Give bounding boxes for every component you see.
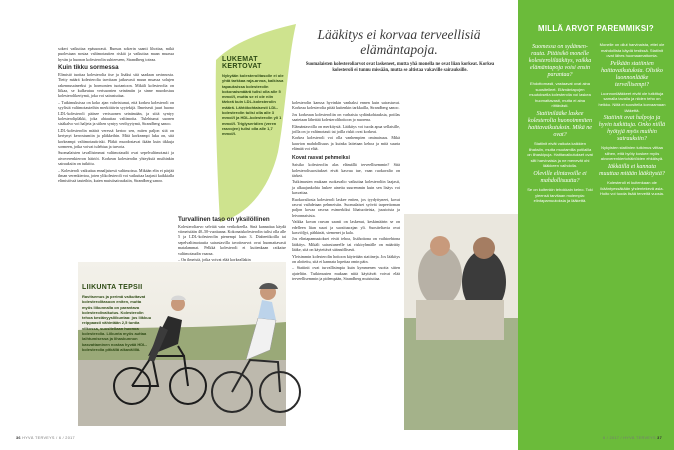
heading-tikku: Kuin tikku sormessa <box>58 64 119 72</box>
heading-rasvat: Kovat rasvat pehmeiksi <box>292 154 350 161</box>
kertovat-title: LUKEMAT KERTOVAT <box>222 56 262 70</box>
lead-paragraph: Suomalaisten kolesteroliarvot ovat laskeneet, mutta yhä monella ne ovat liian korkeat. Korkea kolesteroli ei tunnu missään, mutta se altistaa vakaville sairauksille. <box>305 62 495 73</box>
paragraph: kolesterolin kanssa hyvinkin vanhaksi ennen kuin sairastuvat. Korkeaa kolesterolia pitää kuitenkin tarkkailla, Strandberg sanoo. <box>292 100 400 111</box>
paragraph: Saisiko kolesterolin alas elämällä terveellisemmin? Sitä kolesterolisuositukset eivät kasvua tue, vaan ruokavalio on tärkeä. <box>292 162 400 178</box>
intro-paragraph: sokeri vaikuttaa epäsuorasti. Runsas sokerin saanti lihottaa, mikä puolestaan nostaa valtimotautien riskiä ja vaikuttaa maan muassa hyvän ja huonon kolesterolin suhteeseen, Strandberg toteaa. <box>58 46 174 62</box>
sidebar-question: Oleville elintavoille ei mahdollisuutta? <box>533 170 587 184</box>
paragraph: Tutkimusten mukaan ruokavalio vaikuttaa kolesteroliin laajasti, ja alkuajankohta laskee ainetta suuremmin kuin sen lisäys voi kasvattaa. <box>292 179 400 196</box>
sidebar-column-2 <box>598 42 666 199</box>
paragraph: – Tutkimuksissa on koko ajan vahvistunut, että korkea kolesteroli on syylisiä valtimotauteihin merkittävin syytekijä. Ilmeisesti juuri huono LDL-kolesteroli pääsee verisuonen seinämään, ja siitä syntyy kolesterolipläkki, joka ahtauttaa valtimoita. Tulehtunut suonen sisäkalvo voi haljeta ja siihen syntyy verihyytymä, Strandberg sanoo. <box>58 99 174 127</box>
liikunta-title: LIIKUNTA TEPSII <box>82 284 143 291</box>
paragraph: Suomalaisten tavallisimmat valtimotaudit ovat sepelvaltimotauti ja aivoverenkierron häiriöt. Korkean kolesterolin yhteyksiä muihinkin sairauksiin on tutkittu. <box>58 150 174 167</box>
left-page-number: 36 <box>16 436 21 440</box>
sidebar-question: Suomessa on sydämen-rauta. Pitäisikö monelle kolesterolilääkitys, vaikka elämäntapoja voisi ensin parantaa? <box>528 44 592 78</box>
right-folio-text: 6 / 2017 / HYVÄ TERVEYS <box>603 436 656 440</box>
paragraph: Kolesteroliarvo selviää vain verikokeella. Sinä kannattaa käydä viimeistään 40–50-vuotiaana. Kokonaiskolesterolin tulisi olla alle 5 ja LDL-kolesterolin pienempi kuin 3. Diabeetikoilla tai sepelvaltimotautia sairastavilla tavoitearvot ovat huomattavasti matalammat. Pelkkä kolesteroli ei kuitenkaan ratkaise valtimotaudin vaaraa. <box>178 223 286 256</box>
sidebar-panel <box>518 0 674 450</box>
paragraph: LDL-kolesterolin määrä veressä kertoo sen, miten paljon sitä on kertynyt kerrostumiin ja pläkkeihin. Mitä korkeampi luku on, sitä korkeampi valtimotautiriski. Pläkit muodostavat ikään kuin tikkuja sormeen, jotka voivat tulehtua ja turvota. <box>58 127 174 149</box>
sidebar-question: Statiinilääke laskee kolesterolia huonoimmiten haittavaikutuksin. Mikä ne ovat? <box>528 110 592 138</box>
sidebar-answer: Kolesteroli ei kuitenkaan ole ikääntyessäkään yhdentekevä asia. Hoito voi tuoda lisää terveitä vuosia. <box>599 179 665 197</box>
paragraph: Ruokavaliosta kolesteroli laskee eniten, jos tyydyttyneet, kovat rasvat vaihdetaan pehmeisiin. Suomalaiset syövät tarpeettoman paljon kovaa rasvaa esimerkiksi lihatuotteista, juustoista ja leivonnaisista. <box>292 196 400 218</box>
paragraph: Jos elintapamuutokset eivät tehoa, lisähoitona on vaihtoehtona lääkitys. Mikäli sairastuneelle tai riskiryhmälle on määrätty lääke, sitä on käytettävä säännöllisesti. <box>292 236 400 253</box>
paragraph: – Statiinit ovat turvallisimpia kuin kymmenen vuotta sitten ajateltiin. Tutkimusten mukaan niitä käyttävät voivat elää terveellisemmin ja pidempään, Strandberg muistuttaa. <box>292 265 400 282</box>
sidebar-question: Statiinit ovat halpoja ja hyvin tutkittuja. Onko niillä hyötyjä myös muihin sairauksiin? <box>598 115 666 143</box>
left-folio-text: HYVÄ TERVEYS / 6 / 2017 <box>22 436 75 440</box>
sidebar-answer: Statiinit eivät vaikuta kaikkien lihaksiin, mutta muutamilla potilailla on lihaskipuja. Haittavaikutukset ovat silti harvinaisia ja ne menevät ohi lääkkeen vaihdolla. <box>527 140 593 169</box>
paragraph: Jos korkeaan kolesteroliin on varhaisia sydänkohtauksia, potilas saatetaan lähettää kolesterolihoitoon jo nuorena. <box>292 111 400 123</box>
left-folio <box>16 436 75 440</box>
kertovat-body: Nykyään kolesterolitasolle ei ole yhtä tarkkaa raja-arvoa, kaikissa tapauksissa kolesterolin kokonaismäärä tulisi olla alle 5 mmol/l, mutta se ei ole niin tärkeä kuin LDL-kolesterolin määrä. Lähtökohtaisesti LDL-kolesterolin tulisi olla alle 3 mmol/l ja HDL-kolesterolin yli 1 mmol/l. Triglyseridien (veren rasvojen) tulisi olla alle 1,7 mmol/l. <box>222 73 284 137</box>
right-folio <box>603 436 662 440</box>
paragraph: Elämäntavoilla on merkitystä. Lääkitys voi tuoda apua sellaisille, joilla on jo valtimotauti tai joilla riskit ovat korkeat. <box>292 123 400 135</box>
sidebar-answer: Nykyisten statiinien tutkimus viittaa siihen, että hyöty koskee myös aivoverenkiertohäiriöiden ehkäisyä. <box>600 145 664 162</box>
right-page-number: 37 <box>657 436 662 440</box>
paragraph: Elimistö tuottaa kolesterolia itse ja lisäksi sitä saadaan ravinnosta. Tietty määrä kolesterolia tarvitaan jatkuvasti muun muassa solujen rakennusaineeksi ja hormonien tuotantoon. Mikäli kolesterolia on liikaa, se kulkeutuu verisuonten seinämiin ja sinne muodostuu kolesterolikertymä, joka voi sairastuttaa. <box>58 71 174 99</box>
liikunta-body: Ravitsemus ja perimä vaikuttavat kolesterolitasoon eniten, mutta myös liikunnalla on parantava kolesterolivaikutus. Kolesterolin tehoa kestävyysliikuntaa: jos liikkuu reippaasti vähintään 2,5 tuntia viikossa, suositellaan huonoa kolesterolia. Liikunta myös auttaa laihtumisessa ja lihaskunnon kasvattaminen nostaa hyvää HDL-kolesterolia pitkällä aikavälillä. <box>82 294 152 352</box>
sidebar-title: MILLÄ ARVOT PAREMMIKSI? <box>538 24 654 33</box>
heading-taso: Turvallinen taso on yksilöllinen <box>178 216 270 223</box>
sidebar-question: Pelkään statiinien haittavaikutuksia. Olisiko luonnonlääke tervellisempi? <box>601 60 663 88</box>
sidebar-answer: Se on kuitenkin tehokkain keino. Toki yleensä tarvitaan molempia: elintapamuutoksia ja lääkettä. <box>527 186 593 204</box>
paragraph: Korkea kolesteroli voi olla vanhempien ominaisuus. Mikä kaavion mahdollisuus ja kuinka laitetaan kehoa ja mitä suurta elämää voi elää. <box>292 135 400 152</box>
sidebar-question: Iäkkäillä ei kannata muuttaa mitään lääkitystä? <box>599 163 665 177</box>
paragraph: – On ilmeistä, jotka voivat elää korkeallakin <box>178 256 251 262</box>
paragraph: Yleisimmin kolesterolin hoitoon käytetään statiineja. Jos lääkitys on aloitettu, sitä ei kannata lopettaa omin päin. <box>292 253 400 265</box>
page-title: Lääkitys ei korvaa terveellisiä elämäntapoja. <box>317 27 481 57</box>
sidebar-answer: Luonnonlääkkeet eivät ole tutkittuja samalla tavalla ja niiden teho on heikko. Niitä ei suositella korvaamaan lääkettä. <box>598 90 666 113</box>
paragraph: Vaikka kovan rasvan saanti on laskenut, keskimäärin se on edelleen liian suuri ja suositusrajan yli. Suositeltavia ovat kasviöljyt, pähkinät, siemenet ja kala. <box>292 219 400 236</box>
sidebar-answer: Monelle on ollut harvinaista, ettei ole mahdollista käydä testissä. Statiinit ovat lähes huomaamattomia. <box>599 42 665 59</box>
sidebar-answer: Ehdottomasti, vastaavat ovat aina suositelleet. Elämäntapojen muutoksella kolesterolia voi laskea huomattavasti, mutta ei aina riittävästi. <box>529 81 591 109</box>
sidebar-column-1 <box>526 42 594 206</box>
paragraph: – Kolesteroli vaikuttaa ennaljaisesti valtimoissa. Mikään elin ei pärjää ilman verenkiertoa, joten ylikolesteroli voi vaikuttaa laajasti kaikkialla elimistössä tauteihin, kuten muistisairauksiin, Strandberg sanoo. <box>58 167 174 184</box>
